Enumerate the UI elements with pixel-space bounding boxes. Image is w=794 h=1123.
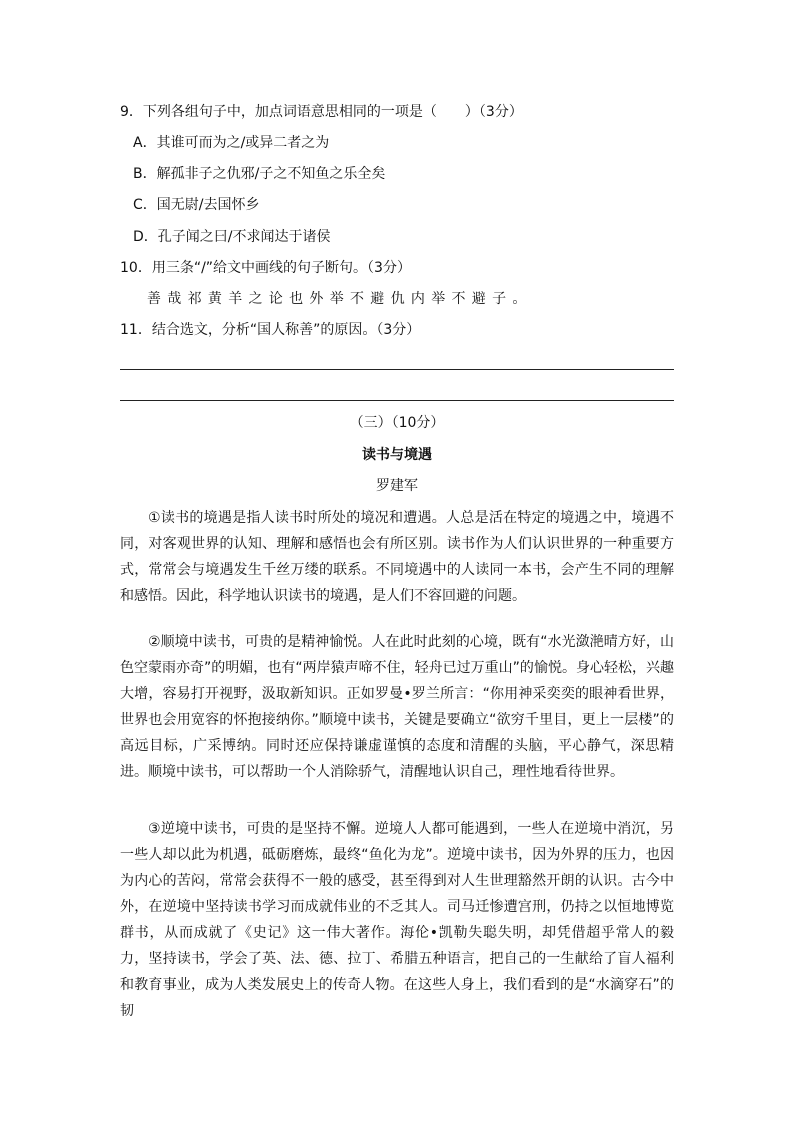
article-paragraph-1: ①读书的境遇是指人读书时所处的境况和遭遇。人总是活在特定的境遇之中，境遇不同，对客观世界的认知、理解和感悟也会有所区别。读书作为人们认识世界的一种重要方式，常常会与境遇发生千丝万缕的联系。不同境遇中的人读同一本书，会产生不同的理解和感悟。因此，科学地认识读书的境遇，是人们不容回避的问题。 — [120, 510, 674, 604]
article-title: 读书与境遇 — [362, 447, 432, 463]
question-10-stem: 10．用三条“/”给文中画线的句子断句。（3分） — [120, 260, 411, 276]
answer-line-1 — [120, 369, 674, 370]
question-10-sentence: 善哉祁黄羊之论也外举不避仇内举不避子。 — [147, 291, 533, 307]
article-author: 罗建军 — [376, 478, 418, 494]
article-paragraph-3: ③逆境中读书，可贵的是坚持不懈。逆境人人都可能遇到，一些人在逆境中消沉，另一些人却以此为机遇，砥砺磨炼，最终“鱼化为龙”。逆境中读书，因为外界的压力，也因为内心的苦闷，常常会获得不一般的感受，甚至得到对人生世理豁然开朗的认识。古今中外，在逆境中坚持读书学习而成就伟业的不乏其人。司马迁惨遭宫刑，仍持之以恒地博览群书，从而成就了《史记》这一伟大著作。海伦•凯勒失聪失明，却凭借超乎常人的毅力，坚持读书，学会了英、法、德、拉丁、希腊五种语言，把自己的一生献给了盲人福利和教育事业，成为人类发展史上的传奇人物。在这些人身上，我们看到的是“水滴穿石”的韧 — [120, 821, 674, 1019]
question-9-option-d: D．孔子闻之曰/不求闻达于诸侯 — [133, 229, 331, 245]
section-heading: （三）（10分） — [349, 415, 445, 431]
question-9-option-c: C．国无尉/去国怀乡 — [133, 197, 260, 213]
article-paragraph-2: ②顺境中读书，可贵的是精神愉悦。人在此时此刻的心境，既有“水光潋滟晴方好，山色空蒙雨亦奇”的明媚，也有“两岸猿声啼不住，轻舟已过万重山”的愉悦。身心轻松，兴趣大增，容易打开视野，汲取新知识。正如罗曼•罗兰所言：“你用神采奕奕的眼神看世界，世界也会用宽容的怀抱接纳你。”顺境中读书，关键是要确立“欲穷千里目，更上一层楼”的高远目标，广采博纳。同时还应保持谦虚谨慎的态度和清醒的头脑，平心静气，深思精进。顺境中读书，可以帮助一个人消除骄气，清醒地认识自己，理性地看待世界。 — [120, 634, 674, 780]
question-9-option-b: B．解孤非子之仇邪/子之不知鱼之乐全矣 — [133, 166, 386, 182]
answer-line-2 — [120, 400, 674, 401]
question-9-stem: 9．下列各组句子中，加点词语意思相同的一项是（ ）（3分） — [120, 104, 523, 120]
question-9-option-a: A．其谁可而为之/或异二者之为 — [133, 135, 330, 151]
question-11-stem: 11．结合选文，分析“国人称善”的原因。（3分） — [120, 322, 421, 338]
